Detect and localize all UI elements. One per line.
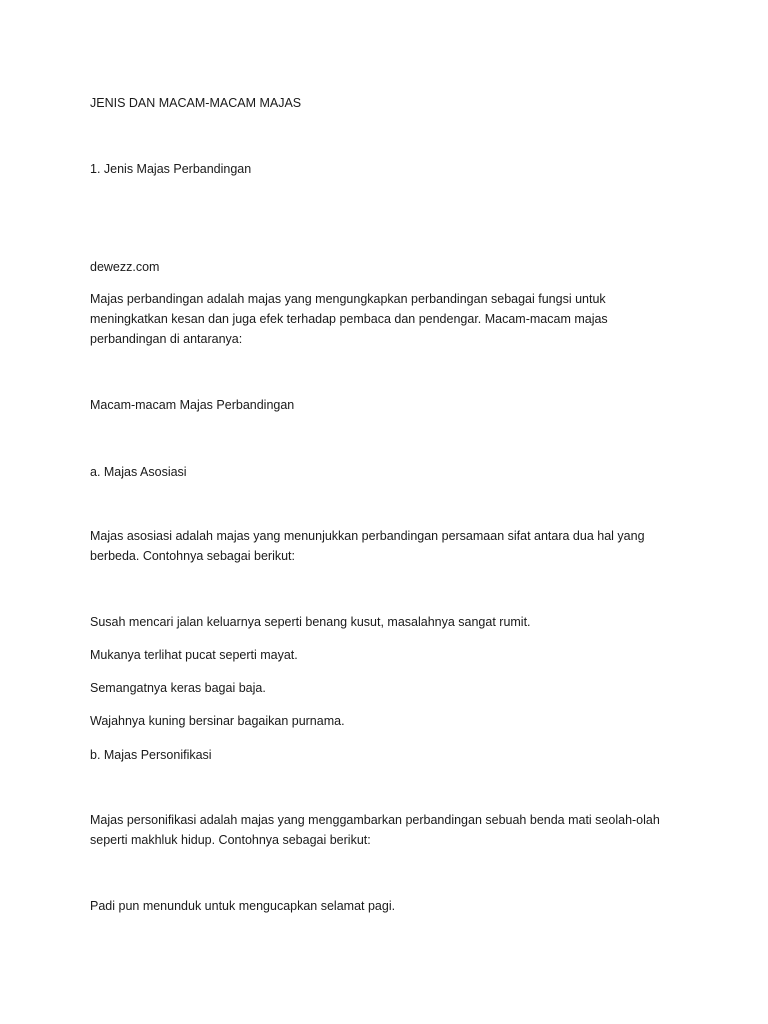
document-title: JENIS DAN MACAM-MACAM MAJAS [90,96,302,110]
section-b-example-1: Padi pun menunduk untuk mengucapkan selamat pagi. [90,899,396,913]
section-a-example-1: Susah mencari jalan keluarnya seperti benang kusut, masalahnya sangat rumit. [90,615,531,629]
section-a-definition-line-1: Majas asosiasi adalah majas yang menunjukkan perbandingan persamaan sifat antara dua hal yang [90,529,645,543]
section-b-heading: b. Majas Personifikasi [90,748,212,762]
section-a-example-3: Semangatnya keras bagai baja. [90,681,266,695]
intro-line-2: meningkatkan kesan dan juga efek terhadap pembaca dan pendengar. Macam-macam majas [90,312,608,326]
source-text: dewezz.com [90,260,160,274]
section-a-heading: a. Majas Asosiasi [90,465,187,479]
section-b-definition-line-2: seperti makhluk hidup. Contohnya sebagai berikut: [90,833,371,847]
intro-line-1: Majas perbandingan adalah majas yang mengungkapkan perbandingan sebagai fungsi untuk [90,292,606,306]
section-a-definition-line-2: berbeda. Contohnya sebagai berikut: [90,549,296,563]
section-b-definition-line-1: Majas personifikasi adalah majas yang menggambarkan perbandingan sebuah benda mati seolah-olah [90,813,660,827]
section-a-example-4: Wajahnya kuning bersinar bagaikan purnama. [90,714,345,728]
section-a-example-2: Mukanya terlihat pucat seperti mayat. [90,648,298,662]
intro-line-3: perbandingan di antaranya: [90,332,243,346]
section-1-heading: 1. Jenis Majas Perbandingan [90,162,252,176]
subheading: Macam-macam Majas Perbandingan [90,398,295,412]
